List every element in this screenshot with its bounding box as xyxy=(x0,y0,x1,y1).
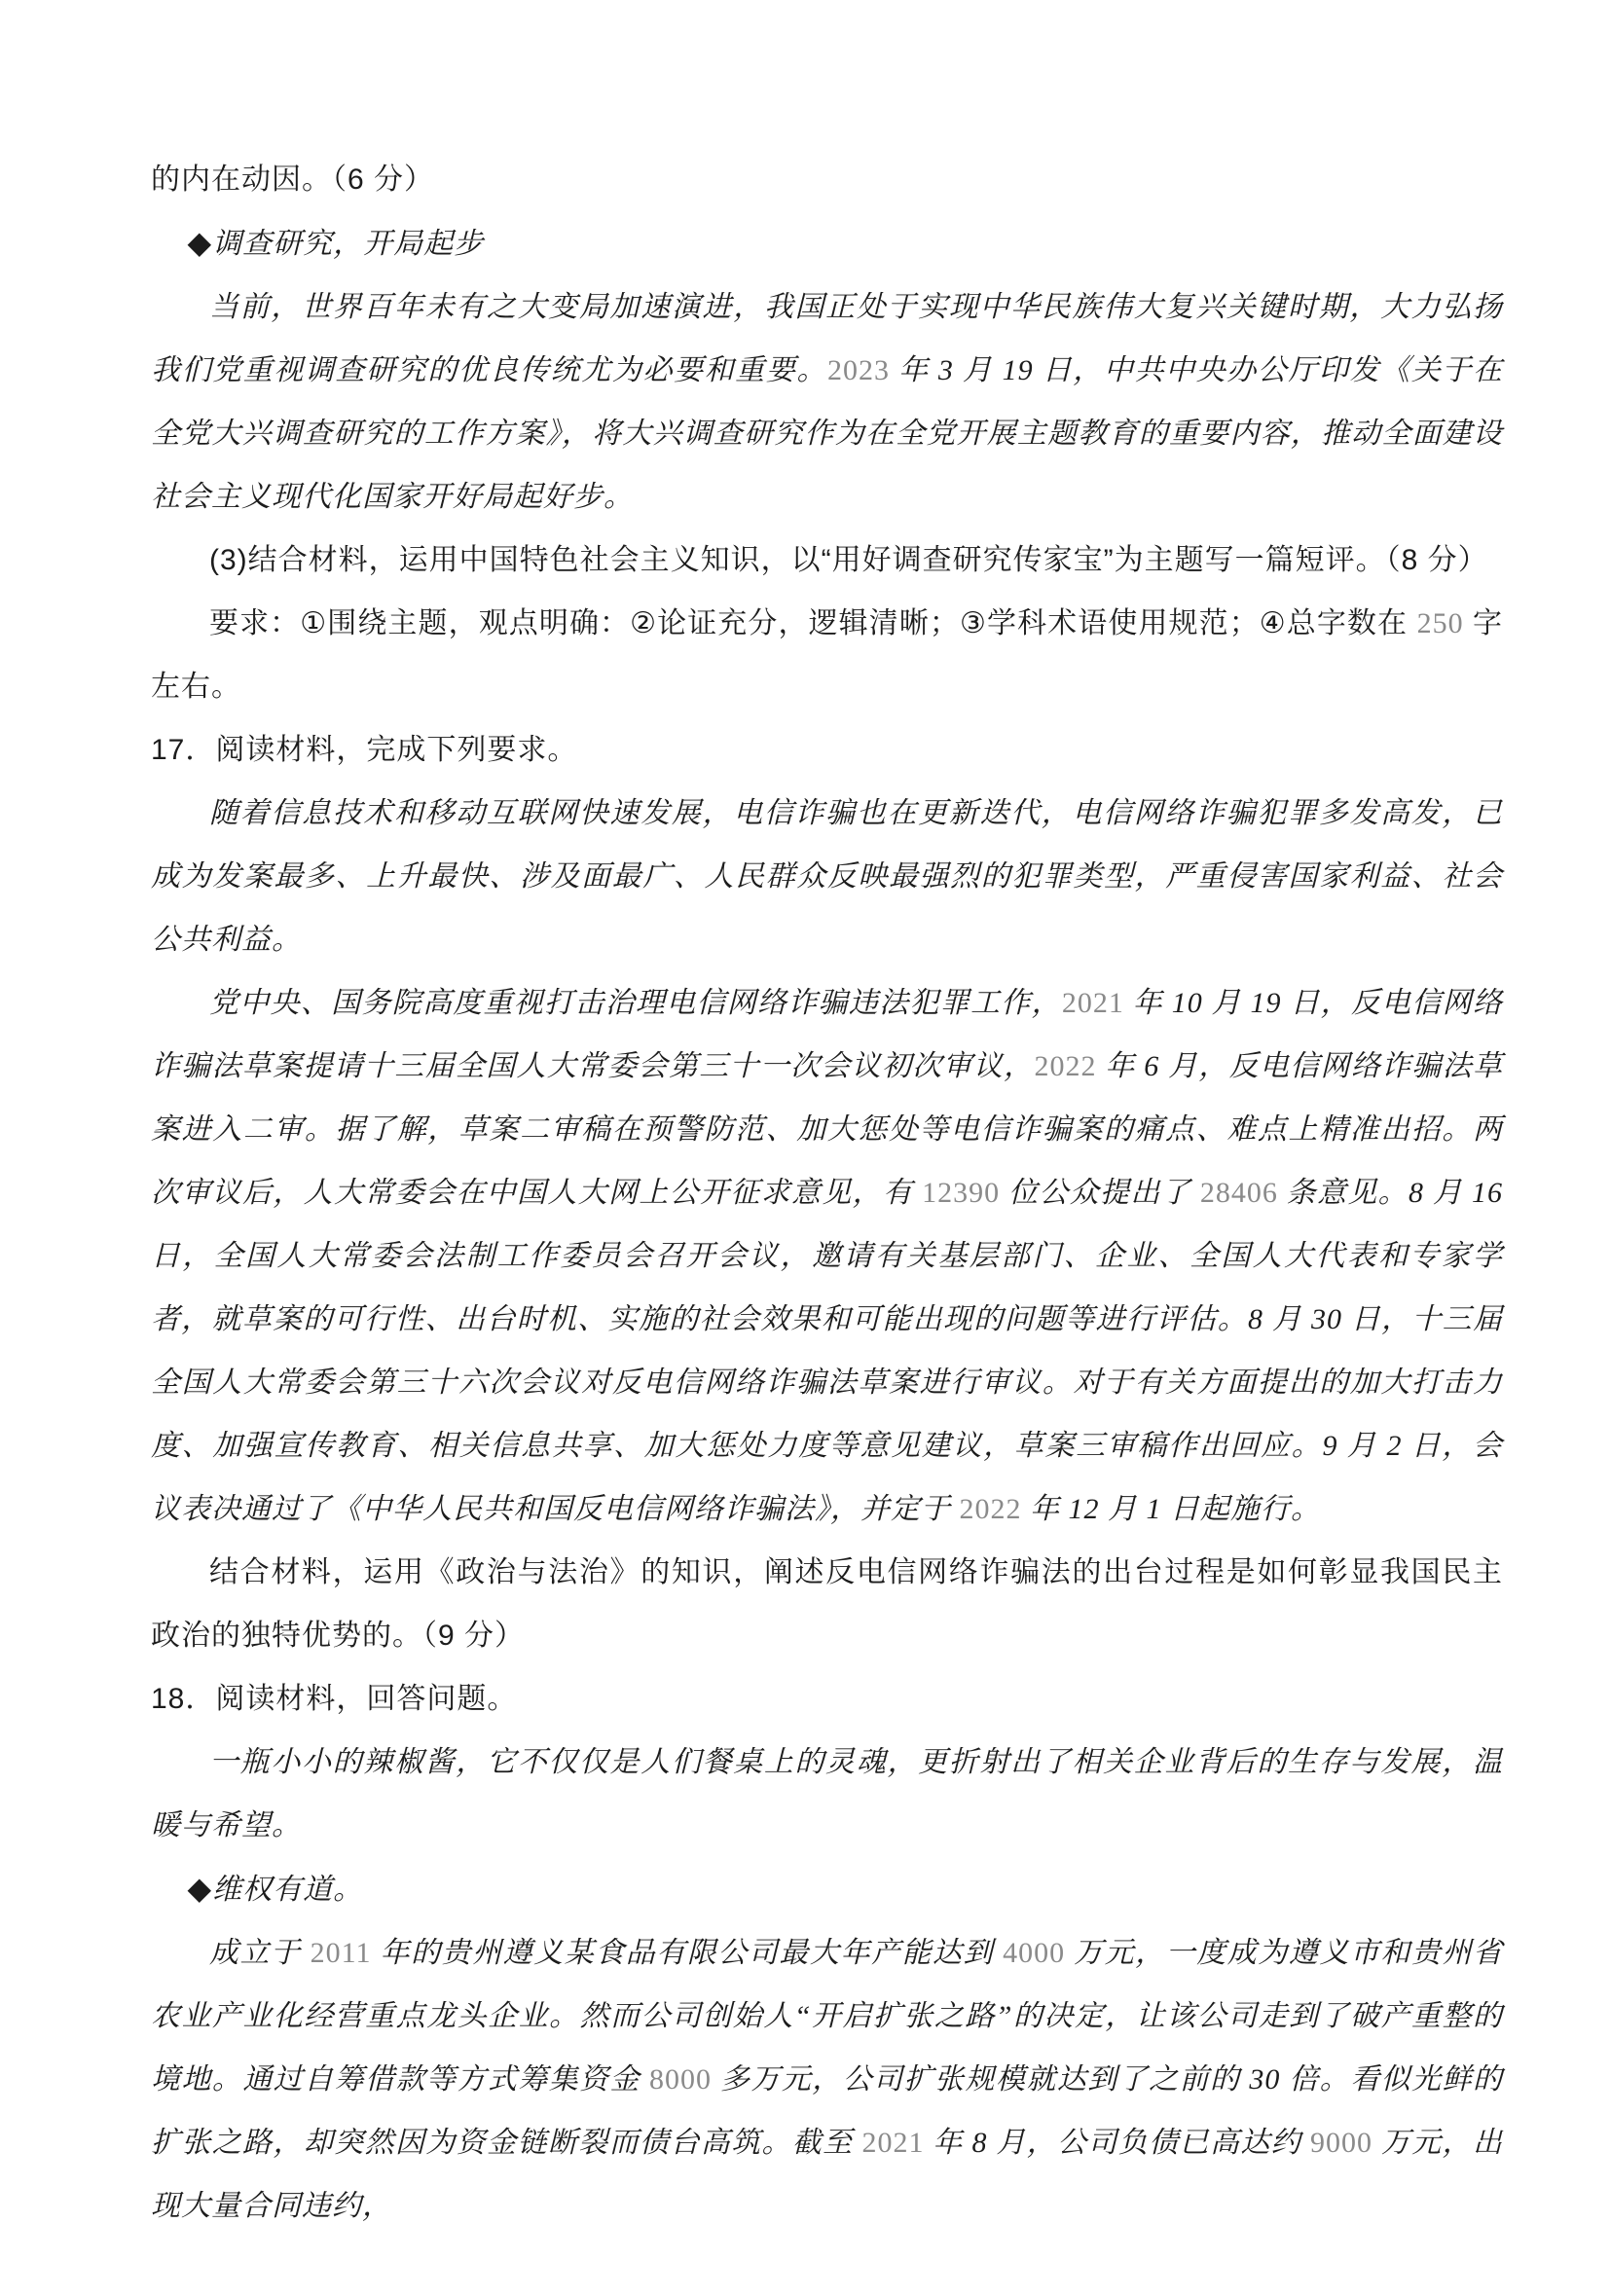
material-heading-survey xyxy=(151,211,1503,275)
question16-part3: (3)结合材料，运用中国特色社会主义知识，以“用好调查研究传家宝”为主题写一篇短评。（8 分） xyxy=(209,544,1488,576)
question18-stem: 18．阅读材料，回答问题。 xyxy=(151,1683,518,1715)
question16-score-line: 的内在动因。（6 分） xyxy=(151,164,435,196)
material-paragraph-fraud-law: 党中央、国务院高度重视打击治理电信网络诈骗违法犯罪工作，2021 年 10 月 19 日，反电信网络诈骗法草案提请十三届全国人大常委会第三十一次会议初次审议，2022 年 6 月，反电信网络诈骗法草案进入二审。据了解，草案二审稿在预警防范、加大惩处等电信诈骗案的痛点、难点上精准出招。两次审议后，人大常委会在中国人大网上公开征求意见，有 12390 位公众提出了 28406 条意见。8 月 16 日，全国人大常委会法制工作委员会召开会议，邀请有关基层部门、企业、全国人大代表和专家学者，就草案的可行性、出台时机、实施的社会效果和可能出现的问题等进行评估。8 月 30 日，十三届全国人大常委会第三十六次会议对反电信网络诈骗法草案进行审议。对于有关方面提出的加大打击力度、加强宣传教育、相关信息共享、加大惩处力度等意见建议，草案三审稿作出回应。9 月 2 日，会议表决通过了《中华人民共和国反电信网络诈骗法》，并定于 2022 年 12 月 1 日起施行。 xyxy=(151,987,1504,1525)
question17-stem: 17．阅读材料，完成下列要求。 xyxy=(151,734,578,766)
diamond-bullet-icon: ◆ xyxy=(187,1871,213,1906)
material-heading-rights xyxy=(151,1857,1503,1921)
question16-requirements: 要求：①围绕主题，观点明确：②论证充分，逻辑清晰；③学科术语使用规范；④总字数在 250 字左右。 xyxy=(151,607,1503,703)
material-heading-rights-label: 维权有道。 xyxy=(212,1874,364,1906)
material-paragraph-company: 成立于 2011 年的贵州遵义某食品有限公司最大年产能达到 4000 万元，一度成为遵义市和贵州省农业产业化经营重点龙头企业。然而公司创始人“开启扩张之路”的决定，让该公司走到了破产重整的境地。通过自筹借款等方式筹集资金 8000 多万元，公司扩张规模就达到了之前的 30 倍。看似光鲜的扩张之路，却突然因为资金链断裂而债台高筑。截至 2021 年 8 月，公司负债已高达约 9000 万元，出现大量合同违约， xyxy=(151,1937,1504,2222)
diamond-bullet-icon: ◆ xyxy=(187,225,213,260)
material-paragraph-fraud-intro: 随着信息技术和移动互联网快速发展，电信诈骗也在更新迭代，电信网络诈骗犯罪多发高发，已成为发案最多、上升最快、涉及面最广、人民群众反映最强烈的犯罪类型，严重侵害国家利益、社会公共利益。 xyxy=(151,797,1503,956)
material-paragraph-sauce-intro: 一瓶小小的辣椒酱，它不仅仅是人们餐桌上的灵魂，更折射出了相关企业背后的生存与发展，温暖与希望。 xyxy=(151,1746,1503,1841)
question17-task: 结合材料，运用《政治与法治》的知识，阐述反电信网络诈骗法的出台过程是如何彰显我国民主政治的独特优势的。（9 分） xyxy=(151,1556,1503,1652)
material-heading-survey-label: 调查研究，开局起步 xyxy=(212,228,485,260)
material-paragraph-survey: 当前，世界百年未有之大变局加速演进，我国正处于实现中华民族伟大复兴关键时期，大力弘扬我们党重视调查研究的优良传统尤为必要和重要。2023 年 3 月 19 日，中共中央办公厅印发《关于在全党大兴调查研究的工作方案》，将大兴调查研究作为在全党开展主题教育的重要内容，推动全面建设社会主义现代化国家开好局起好步。 xyxy=(151,291,1503,513)
